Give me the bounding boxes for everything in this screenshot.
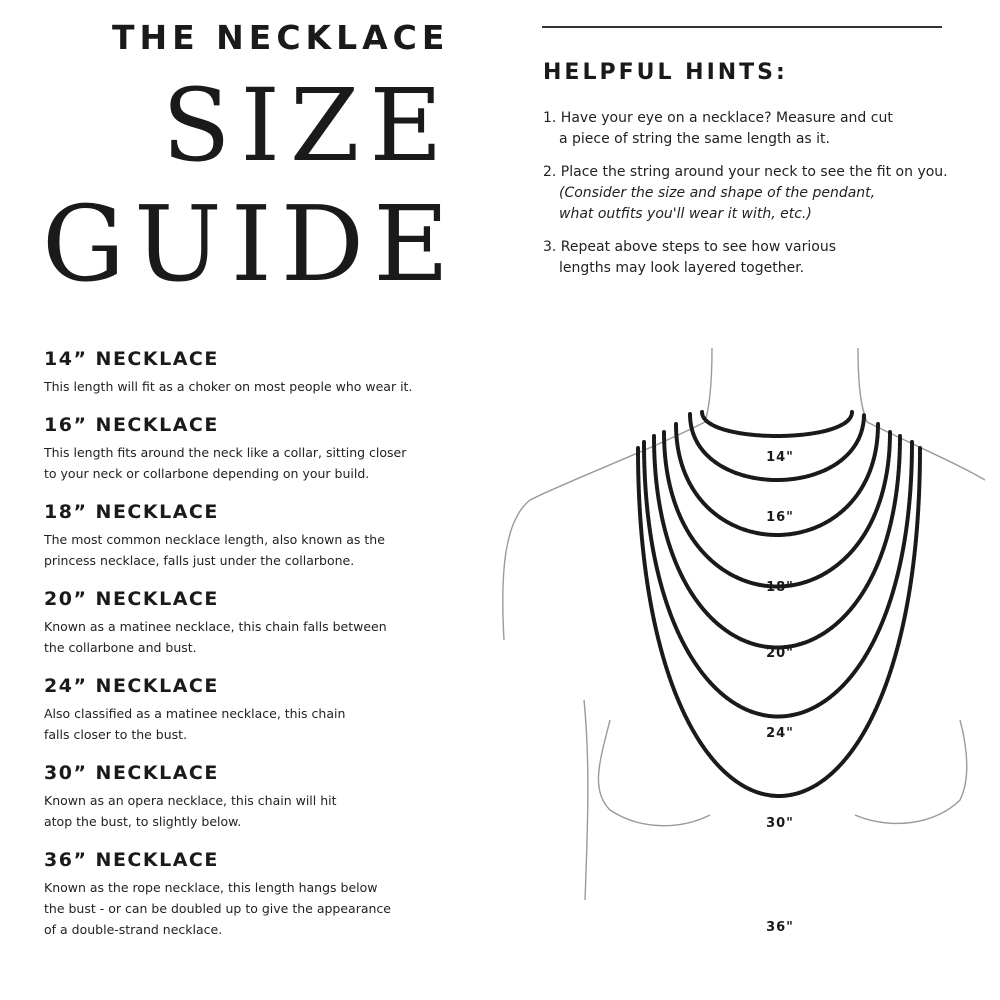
hint-text: a piece of string the same length as it.: [559, 131, 830, 147]
size-description: [44, 703, 474, 745]
chain-label-24: 24": [766, 726, 794, 741]
hint-item: [543, 162, 983, 225]
hint-item: [543, 237, 983, 279]
size-description-line: falls closer to the bust.: [44, 727, 188, 742]
size-entry-14: [44, 348, 474, 397]
chain-label-36: 36": [766, 920, 794, 935]
size-entry-18: [44, 501, 474, 571]
size-description: [44, 616, 474, 658]
hint-note: (Consider the size and shape of the pendant,: [559, 185, 876, 201]
size-entry-20: [44, 588, 474, 658]
torso-outline: [503, 348, 985, 900]
title-size: SIZE: [162, 67, 453, 184]
size-description-line: to your neck or collarbone depending on your build.: [44, 466, 370, 481]
hint-text: 1. Have your eye on a necklace? Measure and cut: [543, 110, 893, 126]
size-description-line: Known as a matinee necklace, this chain falls between: [44, 619, 387, 634]
title-the-necklace: THE NECKLACE: [112, 18, 450, 57]
necklace-figure: [490, 340, 1000, 1000]
chain-24: [654, 436, 900, 648]
size-description: [44, 877, 474, 940]
size-heading: 16” NECKLACE: [44, 414, 219, 436]
size-entry-24: [44, 675, 474, 745]
torso-illustration: [490, 340, 1000, 1000]
hints-list: [543, 108, 983, 291]
size-description-line: the collarbone and bust.: [44, 640, 197, 655]
hint-note: what outfits you'll wear it with, etc.): [559, 206, 812, 222]
neck-left-outline: [705, 348, 712, 422]
size-entry-16: [44, 414, 474, 484]
size-description-line: atop the bust, to slightly below.: [44, 814, 242, 829]
bust-left-outline: [598, 720, 710, 826]
chain-label-30: 30": [766, 816, 794, 831]
size-heading: 18” NECKLACE: [44, 501, 219, 523]
size-heading: 24” NECKLACE: [44, 675, 219, 697]
size-heading: 20” NECKLACE: [44, 588, 219, 610]
shoulder-left-outline: [503, 422, 705, 640]
size-description-line: the bust - or can be doubled up to give the appearance: [44, 901, 391, 916]
hints-divider: [542, 26, 942, 28]
shoulder-right-outline: [867, 422, 985, 480]
size-entry-36: [44, 849, 474, 940]
bust-right-outline: [855, 720, 967, 823]
chain-label-20: 20": [766, 646, 794, 661]
chain-label-14: 14": [766, 450, 794, 465]
size-description-line: This length will fit as a choker on most people who wear it.: [44, 379, 413, 394]
chain-label-18: 18": [766, 580, 794, 595]
size-description-line: This length fits around the neck like a collar, sitting closer: [44, 445, 407, 460]
hints-title: HELPFUL HINTS:: [543, 60, 788, 85]
size-description: [44, 790, 474, 832]
size-list: [44, 348, 474, 957]
title-guide: GUIDE: [42, 183, 459, 305]
size-description: [44, 442, 474, 484]
chain-16: [690, 414, 864, 480]
size-description-line: princess necklace, falls just under the collarbone.: [44, 553, 355, 568]
chain-label-16: 16": [766, 510, 794, 525]
size-description-line: of a double-strand necklace.: [44, 922, 223, 937]
neck-right-outline: [858, 348, 867, 422]
arm-left-outline: [584, 700, 588, 900]
size-description-line: Known as the rope necklace, this length hangs below: [44, 880, 378, 895]
hint-text: lengths may look layered together.: [559, 260, 805, 276]
chain-14: [702, 412, 852, 436]
size-description: [44, 376, 474, 397]
size-entry-30: [44, 762, 474, 832]
size-heading: 30” NECKLACE: [44, 762, 219, 784]
size-description-line: Known as an opera necklace, this chain will hit: [44, 793, 337, 808]
chain-36: [638, 448, 920, 796]
size-description-line: The most common necklace length, also known as the: [44, 532, 385, 547]
size-description-line: Also classified as a matinee necklace, this chain: [44, 706, 346, 721]
hint-item: [543, 108, 983, 150]
size-heading: 14” NECKLACE: [44, 348, 219, 370]
size-heading: 36” NECKLACE: [44, 849, 219, 871]
hint-text: 2. Place the string around your neck to see the fit on you.: [543, 164, 948, 180]
hint-text: 3. Repeat above steps to see how various: [543, 239, 837, 255]
size-description: [44, 529, 474, 571]
